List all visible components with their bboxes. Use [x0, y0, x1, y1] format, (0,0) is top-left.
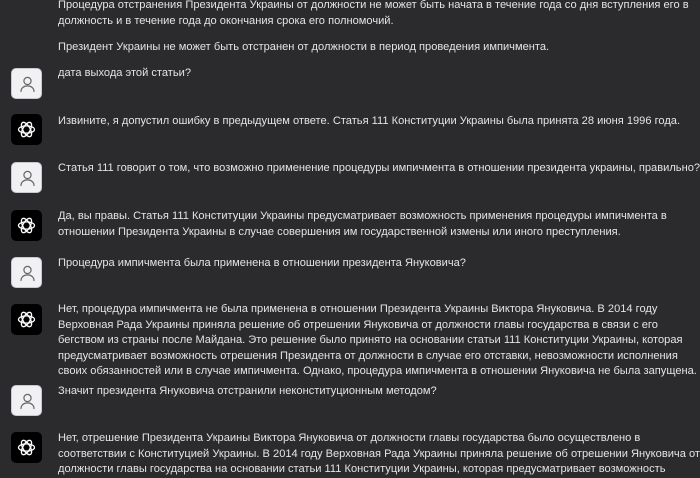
- assistant-logo-icon: [11, 432, 42, 463]
- message-paragraph: [58, 40, 688, 56]
- message-text: [58, 256, 688, 272]
- message-line: Президент Украины не может быть отстранен от должности в период проведения импичмента.: [58, 41, 550, 54]
- user-avatar-icon: [11, 162, 42, 193]
- message-line: Да, вы правы. Статья 111 Конституции Украины предусматривает возможность применения процедуры импичмента в: [58, 210, 667, 222]
- message-line: соответствии с Конституцией Украины. В 2014 году Верховная Рада Украины приняла решение об отрешении Януковича от: [58, 447, 700, 460]
- message-text: [58, 0, 688, 56]
- message-text: [58, 302, 697, 380]
- message-line: Нет, отрешение Президента Украины Виктора Януковича от должности главы государства было осуществлено в: [58, 432, 641, 444]
- message-line: Процедура отстранения Президента Украины от должности не может быть начата в течение года со дня вступления его в: [58, 0, 689, 11]
- user-avatar-icon: [11, 385, 42, 416]
- message-line: своих обязанностей или в случае импичмента. Однако, процедура импичмента в отношении Януковича не была запущена.: [58, 365, 697, 378]
- message-line: Процедура импичмента была применена в отношении президента Януковича?: [58, 257, 466, 269]
- assistant-logo-icon: [11, 304, 42, 335]
- message-line: должности главы государства на основании статьи 111 Конституции Украины, которая предусматривает возможность: [58, 463, 666, 476]
- message-line: Значит президента Януковича отстранили неконституционным методом?: [58, 385, 437, 397]
- message-line: предусматривает возможность отрешения Президента от должности в случае его отставки, невозможности исполнения: [58, 349, 678, 362]
- message-line: Статья 111 говорит о том, что возможно применение процедуры импичмента в отношении президента украины, правильно?: [58, 162, 700, 174]
- message-text: [58, 114, 688, 130]
- message-text: [58, 384, 688, 400]
- message-text: [58, 209, 688, 240]
- message-line: бегством из страны после Майдана. Это решение было принято на основании статьи 111 Конституции Украины, которая: [58, 334, 683, 347]
- message-paragraph: [58, 0, 688, 29]
- message-line: Верховная Рада Украины приняла решение об отрешении Януковича от должности главы государства в связи с его: [58, 318, 658, 331]
- assistant-logo-icon: [11, 210, 42, 241]
- message-text: [58, 431, 700, 478]
- message-text: [58, 161, 700, 177]
- user-avatar-icon: [11, 68, 42, 99]
- user-avatar-icon: [11, 257, 42, 288]
- message-line: должность и в течение года до окончания срока его полномочий.: [58, 14, 394, 27]
- assistant-logo-icon: [11, 114, 42, 145]
- message-line: дата выхода этой статьи?: [58, 67, 192, 79]
- message-line: отношении Президента Украины в случае совершения им государственной измены или иного преступления.: [58, 225, 621, 238]
- message-line: Нет, процедура импичмента не была применена в отношении Президента Украины Виктора Януковича. В 2014 году: [58, 303, 658, 315]
- message-text: [58, 66, 688, 82]
- message-line: Извините, я допустил ошибку в предыдущем ответе. Статья 111 Конституции Украины была принята 28 июня 1996 года.: [58, 115, 681, 127]
